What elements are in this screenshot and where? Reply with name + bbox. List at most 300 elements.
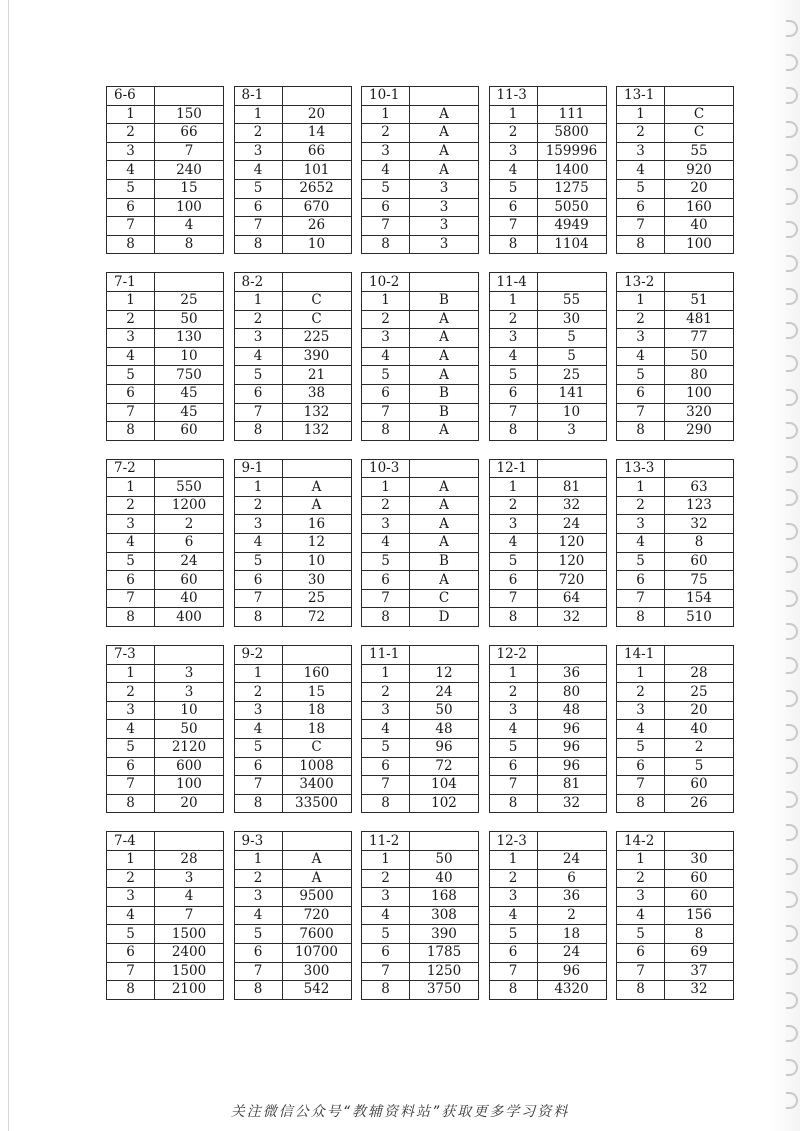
question-number: 3 — [489, 142, 537, 161]
question-number: 3 — [107, 329, 155, 348]
question-number: 4 — [107, 906, 155, 925]
table-row — [362, 981, 479, 1000]
answer-value: 160 — [282, 664, 351, 683]
question-number: 2 — [107, 124, 155, 143]
table-row — [234, 515, 351, 534]
table-row — [489, 776, 606, 795]
question-number: 5 — [489, 739, 537, 758]
table-row — [617, 179, 734, 198]
table-row — [234, 683, 351, 702]
answer-value: A — [282, 850, 351, 869]
answer-value: 96 — [537, 962, 606, 981]
header-blank-cell — [282, 87, 351, 106]
answer-value: 16 — [282, 515, 351, 534]
question-number: 3 — [234, 888, 282, 907]
answer-table — [616, 272, 734, 440]
question-number: 4 — [107, 534, 155, 553]
table-row — [362, 105, 479, 124]
table-row — [362, 943, 479, 962]
question-number: 2 — [362, 496, 410, 515]
answer-value: 30 — [282, 571, 351, 590]
answer-value: 5 — [665, 757, 734, 776]
table-row — [489, 179, 606, 198]
answer-value: 24 — [537, 943, 606, 962]
header-blank-cell — [155, 87, 224, 106]
question-number: 5 — [107, 739, 155, 758]
answer-value: 48 — [410, 720, 479, 739]
table-row — [489, 869, 606, 888]
question-number: 1 — [107, 850, 155, 869]
header-blank-cell — [665, 87, 734, 106]
question-number: 3 — [107, 515, 155, 534]
answer-value: 28 — [155, 850, 224, 869]
question-number: 7 — [234, 403, 282, 422]
answer-table — [106, 86, 224, 254]
section-label: 13-2 — [617, 273, 665, 292]
binding-ring — [786, 958, 798, 975]
question-number: 6 — [362, 384, 410, 403]
question-number: 7 — [234, 776, 282, 795]
table-row — [234, 217, 351, 236]
answer-value: 60 — [155, 571, 224, 590]
answer-value: 26 — [665, 794, 734, 813]
table-row — [362, 888, 479, 907]
answer-value: 60 — [665, 869, 734, 888]
table-row — [234, 962, 351, 981]
header-blank-cell — [282, 832, 351, 851]
answer-value: 32 — [537, 608, 606, 627]
table-row — [489, 589, 606, 608]
answer-value: 100 — [155, 776, 224, 795]
question-number: 3 — [617, 142, 665, 161]
answer-value: 32 — [537, 794, 606, 813]
table-row — [489, 403, 606, 422]
header-blank-cell — [410, 273, 479, 292]
table-header-row — [489, 832, 606, 851]
answer-value: 3 — [410, 217, 479, 236]
section-label: 7-3 — [107, 646, 155, 665]
question-number: 2 — [107, 310, 155, 329]
question-number: 8 — [617, 235, 665, 254]
answer-table — [489, 831, 607, 999]
answer-value: 32 — [665, 515, 734, 534]
question-number: 3 — [489, 888, 537, 907]
question-number: 4 — [107, 347, 155, 366]
answer-value: 2 — [155, 515, 224, 534]
answer-value: C — [282, 739, 351, 758]
header-blank-cell — [665, 646, 734, 665]
table-row — [362, 739, 479, 758]
question-number: 8 — [489, 794, 537, 813]
question-number: 8 — [362, 608, 410, 627]
answer-value: 45 — [155, 403, 224, 422]
question-number: 1 — [362, 291, 410, 310]
answer-value: 25 — [537, 366, 606, 385]
question-number: 3 — [362, 888, 410, 907]
table-row — [107, 217, 224, 236]
answer-table — [489, 459, 607, 627]
table-row — [617, 198, 734, 217]
question-number: 1 — [617, 478, 665, 497]
question-number: 8 — [362, 981, 410, 1000]
table-row — [489, 291, 606, 310]
question-number: 2 — [489, 683, 537, 702]
section-label: 7-1 — [107, 273, 155, 292]
table-row — [617, 701, 734, 720]
section-label: 10-2 — [362, 273, 410, 292]
question-number: 7 — [617, 403, 665, 422]
table-row — [234, 310, 351, 329]
question-number: 7 — [617, 217, 665, 236]
question-number: 2 — [234, 124, 282, 143]
question-number: 5 — [489, 552, 537, 571]
header-blank-cell — [282, 646, 351, 665]
table-row — [107, 962, 224, 981]
answer-value: 225 — [282, 329, 351, 348]
answer-value: 1104 — [537, 235, 606, 254]
table-row — [107, 869, 224, 888]
table-header-row — [234, 273, 351, 292]
table-row — [107, 906, 224, 925]
table-row — [617, 161, 734, 180]
question-number: 4 — [362, 534, 410, 553]
question-number: 3 — [362, 142, 410, 161]
question-number: 2 — [617, 683, 665, 702]
question-number: 4 — [489, 906, 537, 925]
table-row — [107, 422, 224, 441]
binding-ring — [786, 288, 798, 305]
table-row — [107, 384, 224, 403]
table-row — [617, 683, 734, 702]
table-row — [107, 291, 224, 310]
answer-value: 60 — [665, 776, 734, 795]
question-number: 3 — [362, 701, 410, 720]
answer-value: 20 — [665, 179, 734, 198]
answer-value: 10 — [155, 347, 224, 366]
answer-value: B — [410, 291, 479, 310]
question-number: 1 — [362, 478, 410, 497]
answer-value: 25 — [155, 291, 224, 310]
table-row — [362, 142, 479, 161]
question-number: 6 — [617, 384, 665, 403]
header-blank-cell — [665, 459, 734, 478]
question-number: 3 — [107, 701, 155, 720]
table-row — [362, 776, 479, 795]
question-number: 4 — [489, 720, 537, 739]
question-number: 5 — [362, 552, 410, 571]
table-row — [362, 794, 479, 813]
question-number: 3 — [362, 515, 410, 534]
section-label: 8-2 — [234, 273, 282, 292]
answer-value: 25 — [665, 683, 734, 702]
table-row — [362, 161, 479, 180]
table-header-row — [489, 646, 606, 665]
binding-ring — [786, 188, 798, 205]
section-label: 12-3 — [489, 832, 537, 851]
question-number: 2 — [234, 683, 282, 702]
answer-value: 3 — [410, 179, 479, 198]
answer-value: 48 — [537, 701, 606, 720]
answer-value: 3 — [155, 683, 224, 702]
answer-value: 50 — [410, 850, 479, 869]
table-row — [107, 235, 224, 254]
answer-value: D — [410, 608, 479, 627]
section-label: 13-1 — [617, 87, 665, 106]
answer-value: 28 — [665, 664, 734, 683]
binding-ring — [786, 221, 798, 238]
question-number: 4 — [617, 906, 665, 925]
table-row — [362, 217, 479, 236]
answer-value: 3 — [537, 422, 606, 441]
table-row — [489, 198, 606, 217]
answer-value: 63 — [665, 478, 734, 497]
question-number: 6 — [489, 198, 537, 217]
question-number: 2 — [489, 496, 537, 515]
question-number: 3 — [617, 515, 665, 534]
answer-value: 5800 — [537, 124, 606, 143]
question-number: 7 — [107, 589, 155, 608]
question-number: 7 — [234, 589, 282, 608]
table-row — [617, 534, 734, 553]
question-number: 3 — [107, 142, 155, 161]
question-number: 4 — [489, 161, 537, 180]
binding-ring — [786, 657, 798, 674]
question-number: 4 — [362, 347, 410, 366]
answer-value: 6 — [155, 534, 224, 553]
table-row — [362, 403, 479, 422]
answer-value: 111 — [537, 105, 606, 124]
table-row — [617, 664, 734, 683]
answer-value: A — [410, 142, 479, 161]
answer-value: 5 — [537, 329, 606, 348]
table-row — [362, 701, 479, 720]
question-number: 6 — [362, 757, 410, 776]
question-number: 5 — [617, 739, 665, 758]
answer-value: 96 — [537, 739, 606, 758]
answer-value: 6 — [537, 869, 606, 888]
question-number: 1 — [617, 664, 665, 683]
table-row — [489, 105, 606, 124]
question-number: 6 — [362, 198, 410, 217]
table-header-row — [489, 459, 606, 478]
question-number: 3 — [362, 329, 410, 348]
answer-value: 240 — [155, 161, 224, 180]
answer-table — [106, 831, 224, 999]
question-number: 5 — [107, 366, 155, 385]
answer-value: 390 — [282, 347, 351, 366]
binding-ring — [786, 590, 798, 607]
answer-value: 21 — [282, 366, 351, 385]
answer-value: 290 — [665, 422, 734, 441]
table-row — [617, 552, 734, 571]
answer-value: 50 — [155, 720, 224, 739]
table-row — [234, 552, 351, 571]
answer-value: 18 — [537, 925, 606, 944]
table-row — [107, 347, 224, 366]
question-number: 8 — [107, 608, 155, 627]
question-number: 4 — [234, 720, 282, 739]
answer-value: 60 — [665, 552, 734, 571]
table-row — [107, 496, 224, 515]
question-number: 8 — [234, 235, 282, 254]
table-header-row — [107, 832, 224, 851]
answer-value: 33500 — [282, 794, 351, 813]
header-blank-cell — [410, 832, 479, 851]
header-blank-cell — [282, 459, 351, 478]
question-number: 5 — [362, 366, 410, 385]
answer-value: 24 — [537, 515, 606, 534]
question-number: 6 — [617, 943, 665, 962]
question-number: 2 — [234, 496, 282, 515]
answer-value: 40 — [410, 869, 479, 888]
table-row — [617, 869, 734, 888]
table-row — [617, 124, 734, 143]
answer-value: 15 — [155, 179, 224, 198]
answer-table — [489, 86, 607, 254]
question-number: 2 — [617, 869, 665, 888]
binding-ring — [786, 925, 798, 942]
answer-value: 8 — [155, 235, 224, 254]
question-number: 6 — [234, 198, 282, 217]
table-row — [362, 589, 479, 608]
question-number: 8 — [489, 981, 537, 1000]
answer-value: A — [410, 329, 479, 348]
table-row — [107, 515, 224, 534]
answer-value: 9500 — [282, 888, 351, 907]
table-row — [617, 291, 734, 310]
answer-value: A — [410, 496, 479, 515]
table-row — [362, 552, 479, 571]
question-number: 5 — [362, 739, 410, 758]
table-row — [362, 925, 479, 944]
answer-value: 18 — [282, 720, 351, 739]
question-number: 6 — [617, 198, 665, 217]
table-row — [489, 794, 606, 813]
section-label: 7-2 — [107, 459, 155, 478]
table-row — [362, 757, 479, 776]
answer-value: 36 — [537, 664, 606, 683]
question-number: 7 — [617, 589, 665, 608]
table-row — [362, 179, 479, 198]
answer-value: 7 — [155, 142, 224, 161]
table-row — [234, 534, 351, 553]
answer-value: A — [410, 347, 479, 366]
binding-ring — [786, 121, 798, 138]
table-row — [234, 739, 351, 758]
question-number: 7 — [234, 217, 282, 236]
answer-value: 750 — [155, 366, 224, 385]
answer-value: 160 — [665, 198, 734, 217]
answer-value: 38 — [282, 384, 351, 403]
question-number: 8 — [107, 981, 155, 1000]
table-header-row — [617, 646, 734, 665]
table-row — [617, 850, 734, 869]
question-number: 2 — [489, 869, 537, 888]
table-row — [234, 105, 351, 124]
table-row — [617, 943, 734, 962]
answer-value: 3 — [155, 664, 224, 683]
question-number: 6 — [234, 943, 282, 962]
answer-value: 3400 — [282, 776, 351, 795]
answer-value: 1785 — [410, 943, 479, 962]
question-number: 8 — [362, 422, 410, 441]
question-number: 8 — [234, 608, 282, 627]
question-number: 6 — [234, 757, 282, 776]
question-number: 6 — [107, 943, 155, 962]
binding-ring — [786, 757, 798, 774]
binding-ring — [786, 858, 798, 875]
question-number: 1 — [107, 105, 155, 124]
answer-value: 50 — [155, 310, 224, 329]
binding-ring — [786, 556, 798, 573]
table-row — [489, 422, 606, 441]
question-number: 4 — [234, 906, 282, 925]
question-number: 6 — [489, 384, 537, 403]
table-row — [234, 291, 351, 310]
table-row — [107, 981, 224, 1000]
answer-value: C — [665, 105, 734, 124]
answer-table — [234, 86, 352, 254]
table-row — [362, 906, 479, 925]
question-number: 6 — [617, 571, 665, 590]
table-row — [234, 888, 351, 907]
question-number: 5 — [489, 925, 537, 944]
table-row — [107, 478, 224, 497]
header-blank-cell — [155, 273, 224, 292]
answer-table — [616, 831, 734, 999]
table-row — [617, 384, 734, 403]
answer-value: 81 — [537, 776, 606, 795]
answer-value: 920 — [665, 161, 734, 180]
table-header-row — [489, 87, 606, 106]
question-number: 8 — [617, 608, 665, 627]
binding-ring — [786, 489, 798, 506]
table-row — [234, 794, 351, 813]
answer-value: 60 — [665, 888, 734, 907]
answer-value: 75 — [665, 571, 734, 590]
question-number: 7 — [362, 403, 410, 422]
table-row — [362, 366, 479, 385]
table-row — [489, 757, 606, 776]
answer-value: 2 — [665, 739, 734, 758]
answer-value: 37 — [665, 962, 734, 981]
question-number: 4 — [107, 720, 155, 739]
answer-value: 20 — [282, 105, 351, 124]
table-row — [234, 720, 351, 739]
question-number: 4 — [617, 720, 665, 739]
answer-value: 510 — [665, 608, 734, 627]
answer-value: 1400 — [537, 161, 606, 180]
table-row — [617, 310, 734, 329]
table-row — [107, 571, 224, 590]
question-number: 8 — [617, 422, 665, 441]
question-number: 8 — [107, 422, 155, 441]
answer-value: A — [282, 496, 351, 515]
table-header-row — [107, 87, 224, 106]
table-header-row — [234, 832, 351, 851]
question-number: 4 — [234, 161, 282, 180]
question-number: 7 — [617, 776, 665, 795]
table-header-row — [234, 87, 351, 106]
answer-value: 30 — [537, 310, 606, 329]
table-row — [362, 515, 479, 534]
question-number: 1 — [234, 105, 282, 124]
question-number: 3 — [489, 515, 537, 534]
header-blank-cell — [537, 273, 606, 292]
answer-value: 50 — [410, 701, 479, 720]
table-row — [362, 664, 479, 683]
answer-value: 320 — [665, 403, 734, 422]
